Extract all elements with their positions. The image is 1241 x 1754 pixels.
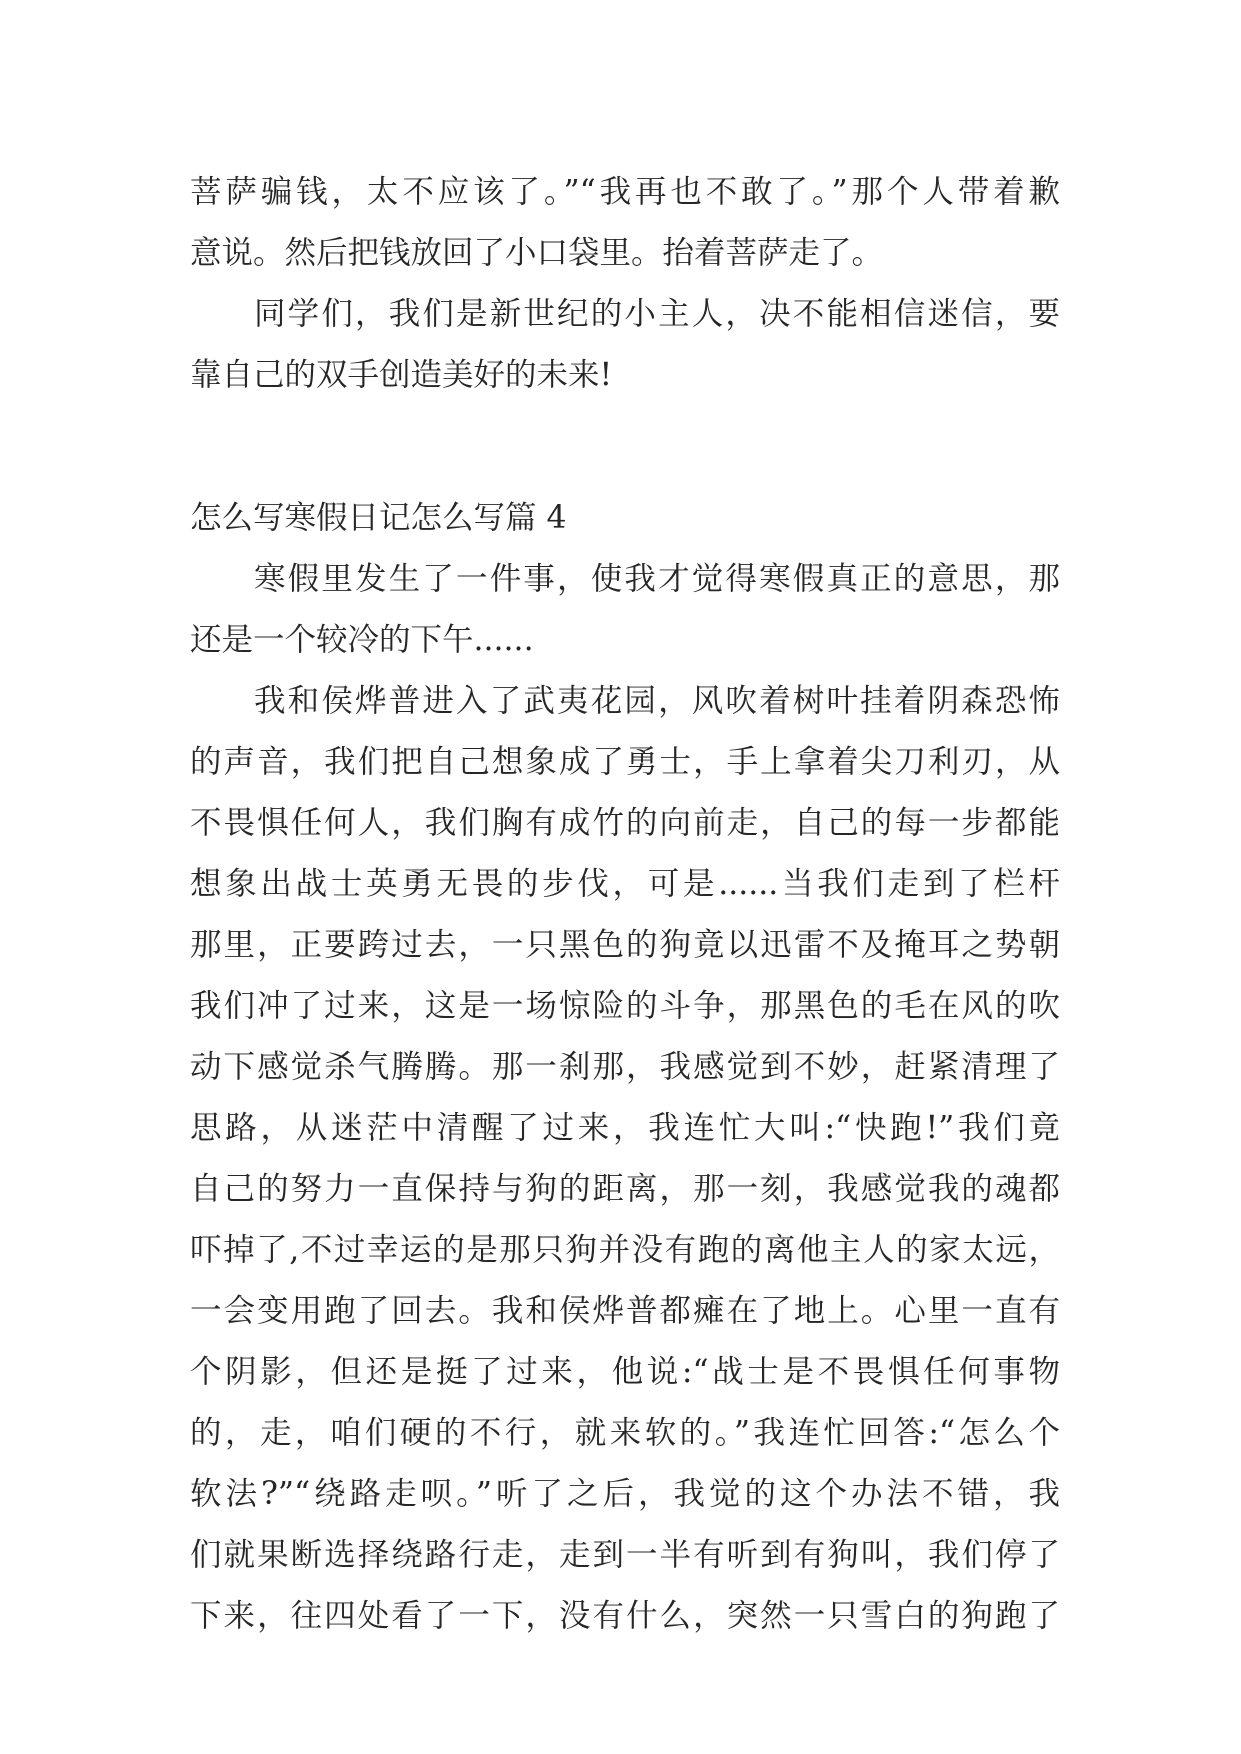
text-line: 我们冲了过来，这是一场惊险的斗争，那黑色的毛在风的吹 <box>190 988 1060 1024</box>
text-line: 软法?”“绕路走呗。”听了之后，我觉的这个办法不错，我 <box>190 1476 1060 1512</box>
text-line: 不畏惧任何人，我们胸有成竹的向前走，自己的每一步都能 <box>190 805 1060 841</box>
text-line: 我和侯烨普进入了武夷花园，风吹着树叶挂着阴森恐怖 <box>254 683 1060 719</box>
text-line: 自己的努力一直保持与狗的距离，那一刻，我感觉我的魂都 <box>190 1171 1060 1207</box>
text-line: 一会变用跑了回去。我和侯烨普都瘫在了地上。心里一直有 <box>190 1293 1060 1329</box>
text-line: 思路，从迷茫中清醒了过来，我连忙大叫:“快跑!”我们竟 <box>190 1110 1060 1146</box>
paragraph-story <box>190 671 1060 1647</box>
text-line: 想象出战士英勇无畏的步伐，可是......当我们走到了栏杆 <box>190 866 1060 902</box>
text-line: 还是一个较冷的下午...... <box>190 622 534 658</box>
text-line: 的，走，咱们硬的不行，就来软的。”我连忙回答:“怎么个 <box>190 1415 1060 1451</box>
document-body <box>190 162 1060 1647</box>
text-line: 菩萨骗钱，太不应该了。”“我再也不敢了。”那个人带着歉 <box>190 174 1060 210</box>
text-line: 下来，往四处看了一下，没有什么，突然一只雪白的狗跑了 <box>190 1598 1060 1634</box>
paragraph-intro <box>190 549 1060 671</box>
section-title: 怎么写寒假日记怎么写篇 4 <box>190 500 567 536</box>
text-line: 寒假里发生了一件事，使我才觉得寒假真正的意思，那 <box>254 561 1060 597</box>
paragraph-continuation <box>190 162 1060 284</box>
paragraph-conclusion <box>190 284 1060 406</box>
text-line: 个阴影，但还是挺了过来，他说:“战士是不畏惧任何事物 <box>190 1354 1060 1390</box>
text-line: 们就果断选择绕路行走，走到一半有听到有狗叫，我们停了 <box>190 1537 1060 1573</box>
text-line: 意说。然后把钱放回了小口袋里。抬着菩萨走了。 <box>190 235 884 271</box>
text-line: 动下感觉杀气腾腾。那一刹那，我感觉到不妙，赶紧清理了 <box>190 1049 1060 1085</box>
text-line: 靠自己的双手创造美好的未来! <box>190 357 613 393</box>
text-line: 的声音，我们把自己想象成了勇士，手上拿着尖刀利刃，从 <box>190 744 1060 780</box>
text-line: 同学们，我们是新世纪的小主人，决不能相信迷信，要 <box>254 296 1060 332</box>
text-line: 吓掉了,不过幸运的是那只狗并没有跑的离他主人的家太远， <box>190 1232 1060 1268</box>
section-gap <box>190 406 1060 488</box>
text-line: 那里，正要跨过去，一只黑色的狗竟以迅雷不及掩耳之势朝 <box>190 927 1060 963</box>
